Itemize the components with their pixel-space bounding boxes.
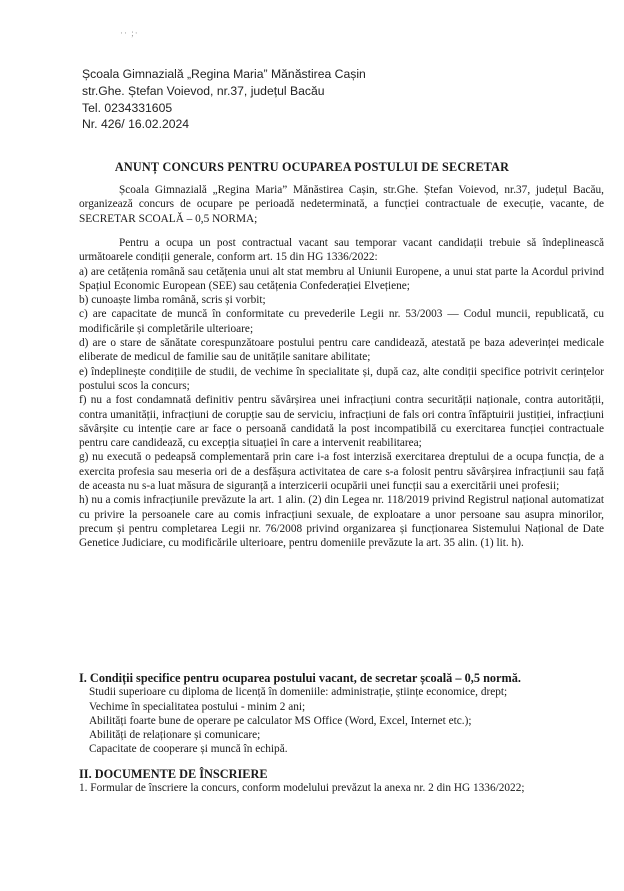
condition-a: a) are cetățenia română sau cetățenia unui alt stat membru al Uniunii Europene, a unui stat parte la Acordul privind Spațiul Economic European (SEE) sau cetățenia Confederației Elvețiene; xyxy=(79,265,604,292)
condition-f: f) nu a fost condamnată definitiv pentru săvârșirea unei infracțiuni contra securității naționale, contra autorității, contra umanității, infracțiuni de corupție sau de serviciu, infracțiuni de fals ori contra înfăptuirii justiției, infracțiuni săvârșite cu intenție care ar face o persoană candidată la post incompatibilă cu exercitarea funcției contractuale pentru care candidează, cu excepția situației în care a intervenit reabilitarea; xyxy=(79,394,604,450)
list-item: Abilități de relaționare și comunicare; xyxy=(89,729,261,742)
list-item: Abilități foarte bune de operare pe calculator MS Office (Word, Excel, Internet etc.); xyxy=(89,714,472,727)
section-documents xyxy=(79,767,604,796)
letterhead xyxy=(82,66,366,133)
condition-g: g) nu execută o pedeapsă complementară prin care i-a fost interzisă exercitarea dreptului de a ocupa funcția, de a exercita profesia sau meseria ori de a desfășura activitatea de care s-a folosit pentru săvârșirea infracțiunii sau față de aceasta nu s-a luat măsura de siguranță a interzicerii ocupării unei funcții sau a exercitării unei profesii; xyxy=(79,451,604,493)
list-item: 1. Formular de înscriere la concurs, conform modelului prevăzut la anexa nr. 2 din HG 1336/2022; xyxy=(79,782,525,795)
documents-list xyxy=(79,781,604,795)
condition-e: e) îndeplinește condițiile de studii, de vechime în specialitate și, după caz, alte condiții specifice potrivit cerințelor postului scos la concurs; xyxy=(79,365,604,392)
specific-conditions-list xyxy=(79,685,604,756)
list-item: Vechime în specialitatea postului - minim 2 ani; xyxy=(89,700,306,713)
general-conditions-block xyxy=(79,236,604,551)
condition-h: h) nu a comis infracțiunile prevăzute la art. 1 alin. (2) din Legea nr. 118/2019 privind Registrul național automatizat cu privire la persoanele care au comis infracțiuni sexuale, de exploatare a unor persoane sau asupra minorilor, precum și pentru completarea Legii nr. 76/2008 privind organizarea și funcționarea Sistemului Național de Date Genetice Judiciare, cu modificările ulterioare, pentru domeniile prevăzute la art. 35 alin. (1) lit. h). xyxy=(79,494,604,550)
section-1-title: I. Condiții specifice pentru ocuparea postului vacant, de secretar școală – 0,5 normă. xyxy=(79,671,521,685)
condition-b: b) cunoaște limba română, scris și vorbit; xyxy=(79,294,266,307)
school-name: Școala Gimnazială „Regina Maria” Mănăstirea Cașin xyxy=(82,67,366,81)
section-2-title: II. DOCUMENTE DE ÎNSCRIERE xyxy=(79,767,268,781)
condition-c: c) are capacitate de muncă în conformitate cu prevederile Legii nr. 53/2003 — Codul muncii, republicată, cu modificările și completările ulterioare; xyxy=(79,308,604,335)
registration-number: Nr. 426/ 16.02.2024 xyxy=(82,117,190,132)
list-item: Studii superioare cu diploma de licență în domeniile: administrație, științe economice, drept; xyxy=(89,686,508,699)
scan-speck: ·· ;· xyxy=(120,28,139,38)
condition-d: d) are o stare de sănătate corespunzătoare postului pentru care candidează, atestată pe baza adeverinței medicale eliberate de medicul de familie sau de unitățile sanitare abilitate; xyxy=(79,337,604,364)
list-item: Capacitate de cooperare și muncă în echipă. xyxy=(89,743,288,756)
school-phone: Tel. 0234331605 xyxy=(82,100,173,115)
document-title: ANUNȚ CONCURS PENTRU OCUPAREA POSTULUI DE SECRETAR xyxy=(114,160,510,174)
intro-paragraph: Școala Gimnazială „Regina Maria” Mănăstirea Cașin, str.Ghe. Ștefan Voievod, nr.37, județul Bacău, organizează concurs de ocupare pe perioadă nedeterminată, a funcției contractuale de execuție, vacante, de SECRETAR SCOALĂ – 0,5 NORMA; xyxy=(79,184,604,225)
general-conditions-intro: Pentru a ocupa un post contractual vacant sau temporar vacant candidații trebuie să îndeplinească următoarele condiții generale, conform art. 15 din HG 1336/2022: xyxy=(79,237,604,264)
school-address: str.Ghe. Ștefan Voievod, nr.37, județul Bacău xyxy=(82,83,325,98)
section-specific-conditions xyxy=(79,671,604,757)
intro-block xyxy=(79,183,604,226)
